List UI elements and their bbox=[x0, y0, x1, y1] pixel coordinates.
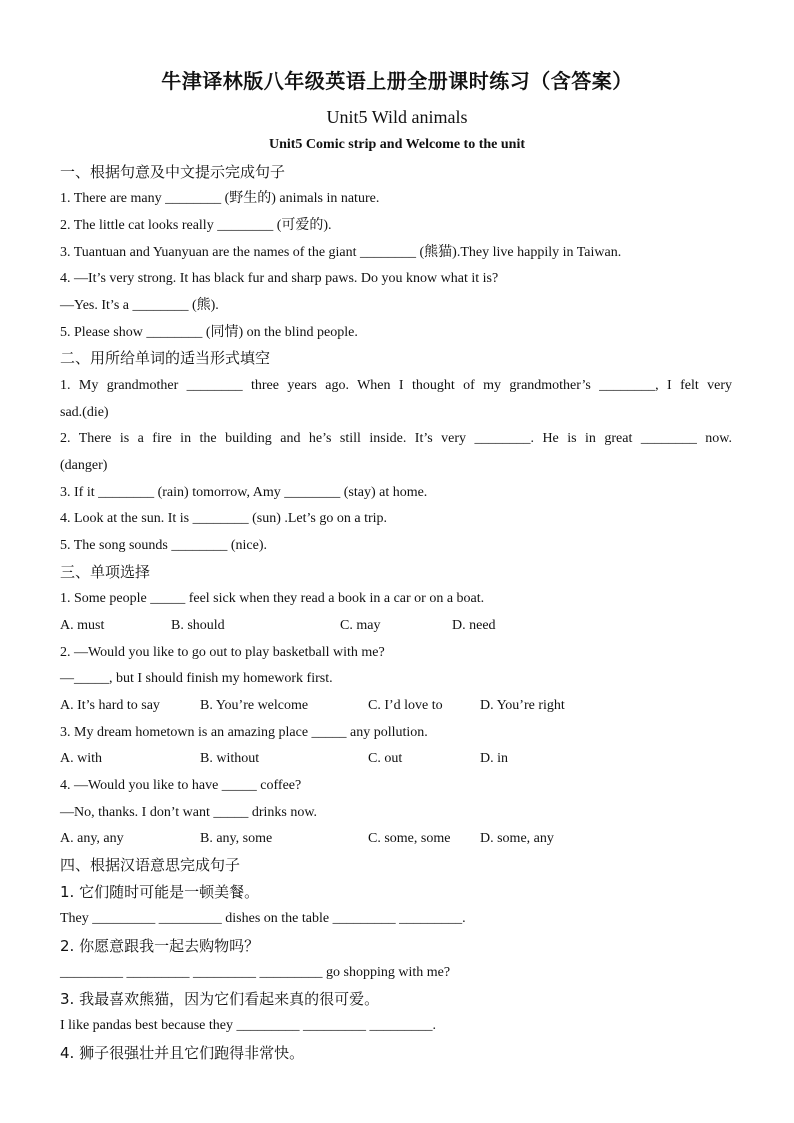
option-a: A. must bbox=[60, 618, 105, 633]
option-b: B. You’re welcome bbox=[200, 698, 309, 713]
option-a: A. with bbox=[60, 751, 102, 766]
section-2-heading: 二、用所给单词的适当形式填空 bbox=[60, 349, 271, 367]
option-d: D. You’re right bbox=[480, 698, 565, 713]
option-a: A. It’s hard to say bbox=[60, 698, 160, 713]
option-b: B. any, some bbox=[200, 831, 273, 846]
option-c: C. may bbox=[340, 618, 381, 633]
s3-question-3: 3. My dream hometown is an amazing place _____ any pollution. bbox=[60, 725, 428, 740]
section-3-heading: 三、单项选择 bbox=[60, 563, 151, 581]
s3-question-2: 2. —Would you like to go out to play basketball with me? bbox=[60, 645, 385, 660]
option-c: C. some, some bbox=[368, 831, 451, 846]
document-title: 牛津译林版八年级英语上册全册课时练习（含答案） bbox=[161, 69, 633, 93]
option-c: C. I’d love to bbox=[368, 698, 443, 713]
s3-question-4-reply: —No, thanks. I don’t want _____ drinks now. bbox=[60, 805, 318, 820]
s3-question-4: 4. —Would you like to have _____ coffee? bbox=[60, 778, 302, 793]
s2-question-5: 5. The song sounds ________ (nice). bbox=[60, 538, 267, 553]
s4-question-4-chinese: 4. 狮子很强壮并且它们跑得非常快。 bbox=[60, 1044, 305, 1062]
s1-question-5: 5. Please show ________ (同情) on the blind people. bbox=[60, 325, 358, 340]
s1-question-4: 4. —It’s very strong. It has black fur and sharp paws. Do you know what it is? bbox=[60, 271, 499, 286]
s4-question-2-chinese: 2. 你愿意跟我一起去购物吗？ bbox=[60, 937, 260, 955]
s3-question-1: 1. Some people _____ feel sick when they read a book in a car or on a boat. bbox=[60, 591, 485, 606]
option-b: B. should bbox=[171, 618, 225, 633]
option-a: A. any, any bbox=[60, 831, 124, 846]
s2-question-2-hint: (danger) bbox=[60, 458, 108, 473]
section-4-heading: 四、根据汉语意思完成句子 bbox=[60, 856, 241, 874]
option-d: D. in bbox=[480, 751, 508, 766]
unit-heading: Unit5 Wild animals bbox=[326, 107, 468, 127]
s1-question-1: 1. There are many ________ (野生的) animals in nature. bbox=[60, 191, 380, 206]
s1-question-3: 3. Tuantuan and Yuanyuan are the names of the giant ________ (熊猫).They live happily in Taiwan. bbox=[60, 245, 622, 260]
s4-question-3-english: I like pandas best because they _________ _________ _________. bbox=[60, 1018, 436, 1033]
section-1-heading: 一、根据句意及中文提示完成句子 bbox=[60, 163, 286, 181]
s1-question-4-answer-line: —Yes. It’s a ________ (熊). bbox=[60, 298, 219, 313]
s1-question-2: 2. The little cat looks really ________ (可爱的). bbox=[60, 218, 332, 233]
option-d: D. need bbox=[452, 618, 496, 633]
option-b: B. without bbox=[200, 751, 260, 766]
s4-question-2-english: _________ _________ _________ _________ go shopping with me? bbox=[60, 965, 451, 980]
s4-question-1-chinese: 1. 它们随时可能是一顿美餐。 bbox=[60, 883, 260, 901]
s2-question-1: 1. My grandmother ________ three years ago. When I thought of my grandmother’s ________, I felt very bbox=[60, 378, 732, 393]
option-c: C. out bbox=[368, 751, 403, 766]
option-d: D. some, any bbox=[480, 831, 554, 846]
s2-question-3: 3. If it ________ (rain) tomorrow, Amy ________ (stay) at home. bbox=[60, 485, 428, 500]
s4-question-3-chinese: 3. 我最喜欢熊猫，因为它们看起来真的很可爱。 bbox=[60, 990, 380, 1008]
s2-question-4: 4. Look at the sun. It is ________ (sun) .Let’s go on a trip. bbox=[60, 511, 388, 526]
lesson-subheading: Unit5 Comic strip and Welcome to the unit bbox=[268, 137, 525, 152]
s3-question-2-reply: —_____, but I should finish my homework first. bbox=[60, 671, 333, 686]
s2-question-2: 2. There is a fire in the building and he’s still inside. It’s very ________. He is in great ________ now. bbox=[60, 431, 732, 446]
s2-question-1-hint: sad.(die) bbox=[60, 405, 109, 420]
s4-question-1-english: They _________ _________ dishes on the table _________ _________. bbox=[60, 911, 466, 926]
